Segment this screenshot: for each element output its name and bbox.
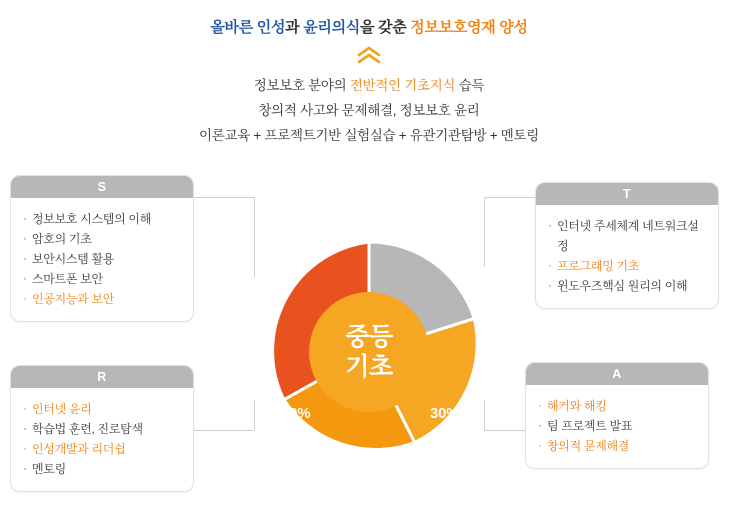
donut-percent-r: 30% — [281, 405, 311, 422]
card-a[interactable] — [525, 362, 709, 469]
headline-segment-4: 을 갖춘 — [359, 19, 411, 36]
list-item: · 정보보호 시스템의 이해 — [23, 209, 181, 229]
card-a-body — [526, 385, 708, 468]
donut-center-line-2: 기초 — [345, 353, 393, 381]
list-item: · 학습법 훈련, 진로탐색 — [23, 419, 181, 439]
card-t-title: T — [536, 183, 718, 205]
list-item: · 암호의 기초 — [23, 229, 181, 249]
card-s[interactable] — [10, 175, 194, 322]
card-t[interactable] — [535, 182, 719, 309]
list-item: · 멘토링 — [23, 459, 181, 479]
list-item: · 인터넷 윤리 — [23, 399, 181, 419]
card-t-body — [536, 205, 718, 308]
subtitle-1-a: 정보보호 분야의 — [253, 78, 350, 93]
list-item: · 프로그래밍 기초 — [548, 256, 706, 276]
list-item: · 스마트폰 보안 — [23, 269, 181, 289]
headline-segment-5: 정보보호영재 양성 — [410, 19, 528, 36]
page-title — [0, 16, 738, 37]
donut-center-line-1: 중등 — [345, 322, 393, 351]
list-item: · 팀 프로젝트 발표 — [538, 416, 696, 436]
connector-line-t — [484, 197, 536, 198]
headline-segment-2: 과 — [285, 19, 304, 36]
subtitle-line-2: 창의적 사고와 문제해결, 정보보호 윤리 — [258, 103, 480, 118]
subtitle-1-b: 전반적인 기초지식 — [349, 78, 456, 93]
headline-segment-1: 올바른 인성 — [210, 19, 286, 36]
subtitle-1-c: 습득 — [455, 78, 485, 93]
card-r-title: R — [11, 366, 193, 388]
card-r-body — [11, 388, 193, 491]
card-a-title: A — [526, 363, 708, 385]
donut-percent-t: 30% — [426, 247, 456, 264]
card-r[interactable] — [10, 365, 194, 492]
list-item: · 해커와 해킹 — [538, 396, 696, 416]
card-s-title: S — [11, 176, 193, 198]
connector-line-s — [192, 197, 254, 198]
list-item: · 윈도우즈핵심 원리의 이해 — [548, 276, 706, 296]
card-s-body — [11, 198, 193, 321]
list-item: · 창의적 문제해결 — [538, 436, 696, 456]
list-item: · 인공지능과 보안 — [23, 289, 181, 309]
subtitle-line-3: 이론교육 + 프로젝트기반 실험실습 + 유관기관탐방 + 멘토링 — [199, 128, 539, 143]
list-item: · 보안시스템 활용 — [23, 249, 181, 269]
headline-segment-3: 윤리의식 — [303, 19, 360, 36]
subtitle-line-1 — [0, 74, 738, 94]
double-chevron-up-icon — [0, 46, 738, 68]
donut-percent-s: 10% — [278, 256, 308, 273]
list-item: · 인터넷 주세체계 네트워크설정 — [548, 216, 706, 256]
list-item: · 인성개발과 리더쉽 — [23, 439, 181, 459]
donut-percent-a: 30% — [430, 405, 460, 422]
